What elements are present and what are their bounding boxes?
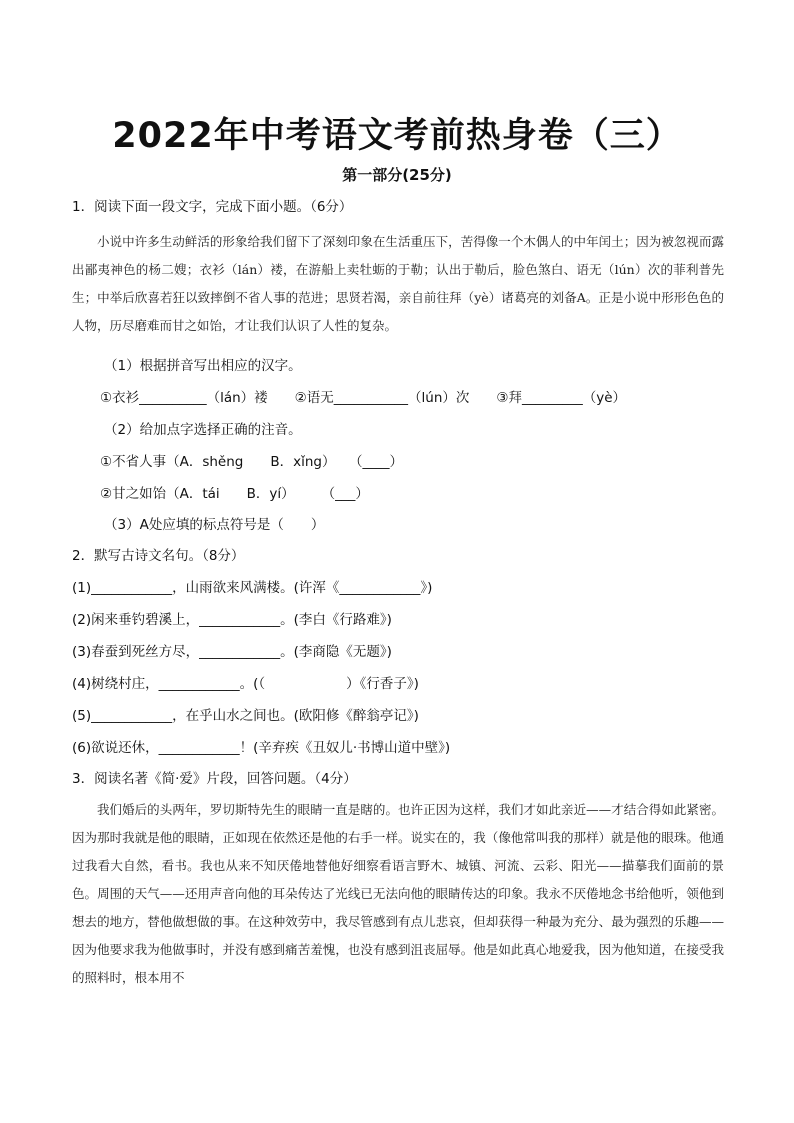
question-3-stem: 3．阅读名著《简·爱》片段，回答问题。（4分） xyxy=(72,771,357,787)
question-1-stem: 1．阅读下面一段文字，完成下面小题。（6分） xyxy=(72,199,353,215)
question-2-stem: 2．默写古诗文名句。（8分） xyxy=(72,548,245,564)
question-1-sub1-items: ①衣衫__________（lán）褛 ②语无___________（lún）次 ③拜_________（yè） xyxy=(100,390,627,406)
part-heading: 第一部分(25分) xyxy=(342,166,452,184)
poem-line-1: (1)____________，山雨欲来风满楼。(许浑《____________》) xyxy=(72,580,433,596)
question-3-passage: 我们婚后的头两年，罗切斯特先生的眼睛一直是瞎的。也许正因为这样，我们才如此亲近——才结合得如此紧密。因为那时我就是他的眼睛，正如现在依然还是他的右手一样。说实在的，我（像他常叫我的那样）就是他的眼珠。他通过我看大自然，看书。我也从来不知厌倦地替他好细察看语言野木、城镇、河流、云彩、阳光——描摹我们面前的景色。周围的天气——还用声音向他的耳朵传达了光线已无法向他的眼睛传达的印象。我永不厌倦地念书给他听，领他到想去的地方，替他做想做的事。在这种效劳中，我尽管感到有点儿悲哀，但却获得一种最为充分、最为强烈的乐趣——因为他要求我为他做事时，并没有感到痛苦羞愧，也没有感到沮丧屈辱。他是如此真心地爱我，因为他知道，在接受我的照料时，根本用不 xyxy=(72,802,724,985)
question-1-sub2-a: ①不省人事（A．shěng B．xǐng） （____） xyxy=(100,454,403,470)
question-1-passage: 小说中许多生动鲜活的形象给我们留下了深刻印象在生活重压下，苦得像一个木偶人的中年闰土；因为被忽视而露出鄙夷神色的杨二嫂；衣衫（lán）褛，在游船上卖牡蛎的于勒；认出于勒后，脸色煞白、语无（lún）次的菲利普先生；中举后欣喜若狂以致摔倒不省人事的范进；思贤若渴，亲自前往拜（yè）诸葛亮的刘备A。正是小说中形形色色的人物，历尽磨难而甘之如饴，才让我们认识了人性的复杂。 xyxy=(72,234,724,333)
question-1-sub1: （1）根据拼音写出相应的汉字。 xyxy=(104,358,302,374)
poem-line-5: (5)____________，在乎山水之间也。(欧阳修《醉翁亭记》) xyxy=(72,708,419,724)
poem-line-6: (6)欲说还休，____________！(辛弃疾《丑奴儿·书博山道中壁》) xyxy=(72,740,451,756)
question-1-sub3: （3）A处应填的标点符号是（ ） xyxy=(104,517,325,533)
poem-line-4: (4)树绕村庄，____________。(（ ）《行香子》) xyxy=(72,676,419,692)
question-1-sub2: （2）给加点字选择正确的注音。 xyxy=(104,422,302,438)
exam-title: 2022年中考语文考前热身卷（三） xyxy=(112,116,682,156)
question-1-sub2-b: ②甘之如饴（A．tái B．yí） （___） xyxy=(100,486,369,502)
poem-line-2: (2)闲来垂钓碧溪上，____________。(李白《行路难》) xyxy=(72,612,392,628)
poem-line-3: (3)春蚕到死丝方尽，____________。(李商隐《无题》) xyxy=(72,644,392,660)
